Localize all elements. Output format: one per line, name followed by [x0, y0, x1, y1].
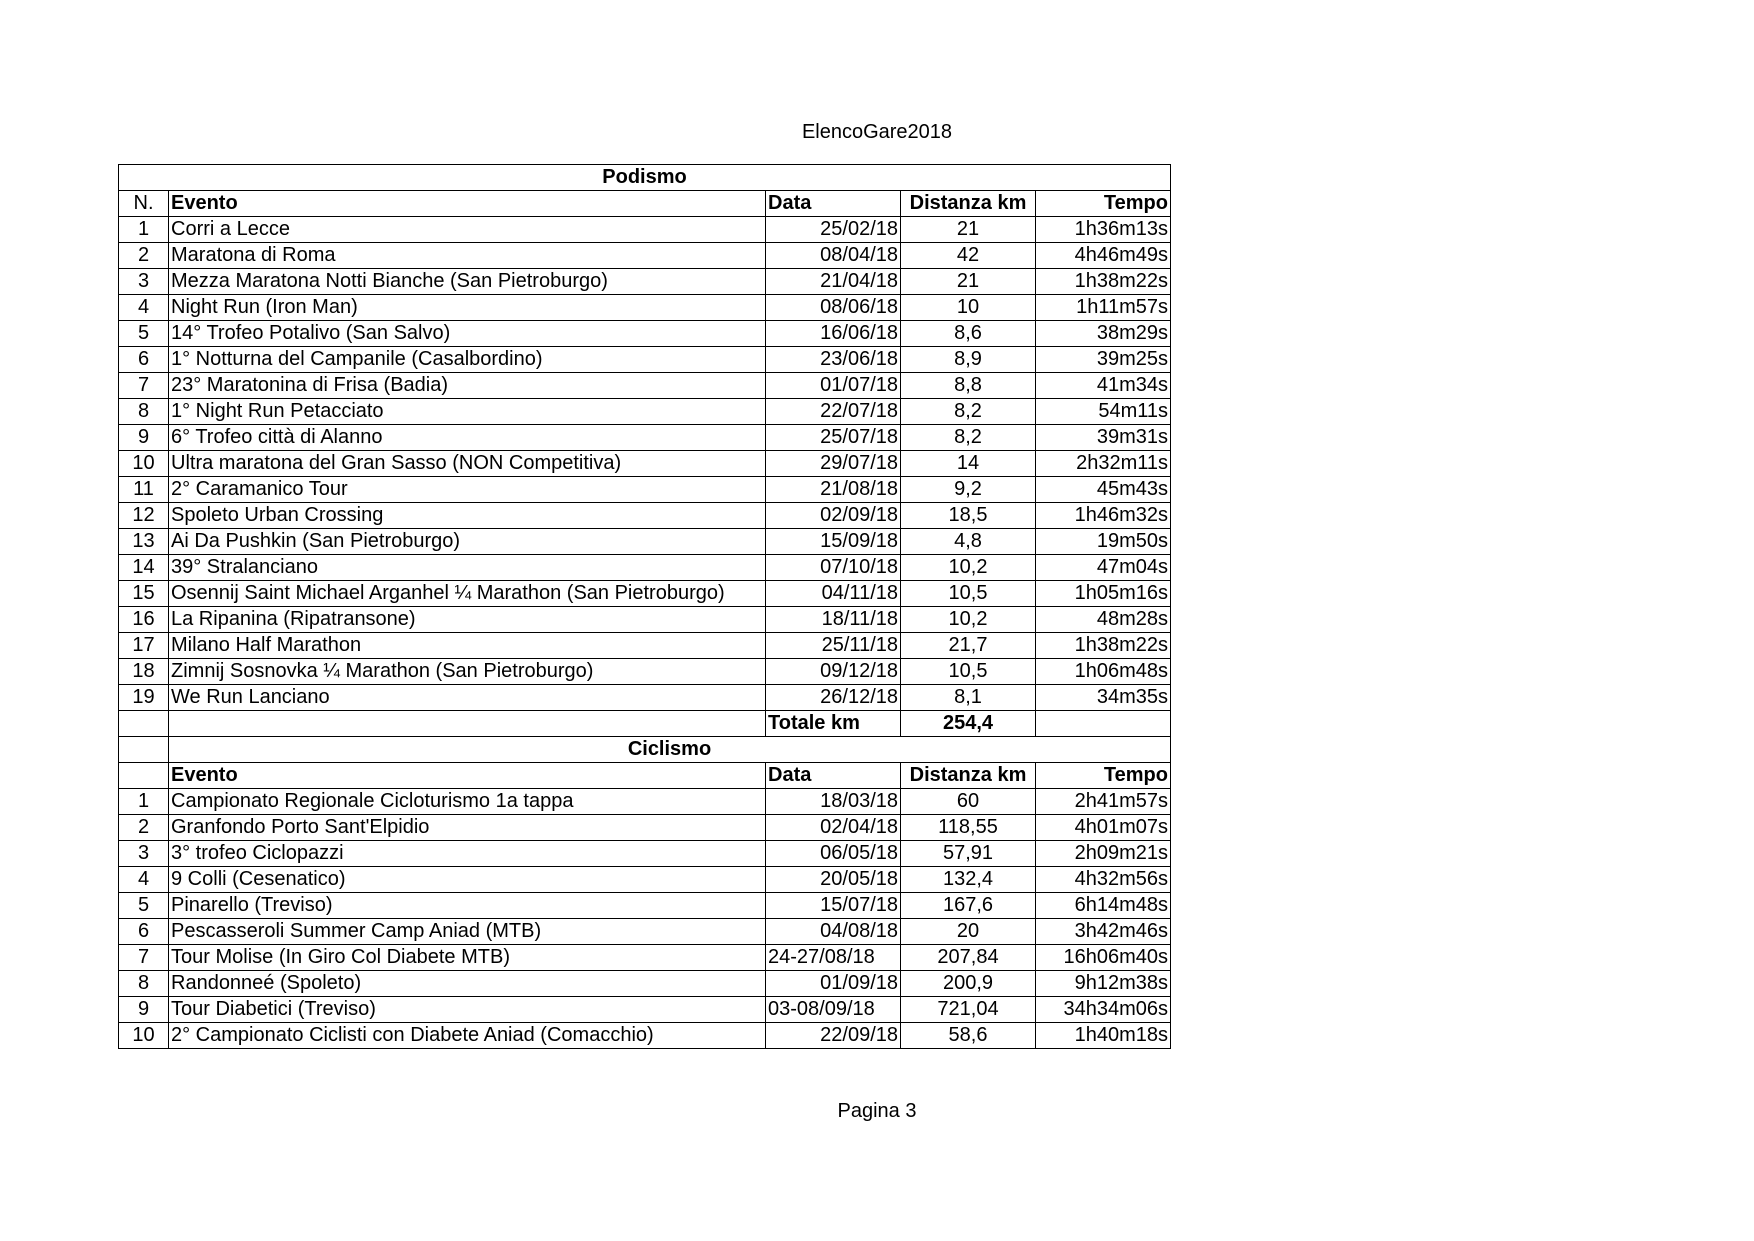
row-date: 08/06/18 — [766, 295, 901, 321]
row-date: 04/11/18 — [766, 581, 901, 607]
row-number: 4 — [119, 867, 169, 893]
row-time: 6h14m48s — [1036, 893, 1171, 919]
row-date: 29/07/18 — [766, 451, 901, 477]
row-date: 01/09/18 — [766, 971, 901, 997]
row-number: 5 — [119, 893, 169, 919]
row-event: 2° Caramanico Tour — [169, 477, 766, 503]
row-distance: 14 — [901, 451, 1036, 477]
row-distance: 167,6 — [901, 893, 1036, 919]
races-table — [118, 164, 1171, 1049]
table-row — [119, 373, 1171, 399]
row-time: 1h11m57s — [1036, 295, 1171, 321]
row-date: 25/02/18 — [766, 217, 901, 243]
header-distance: Distanza km — [901, 191, 1036, 217]
row-distance: 8,2 — [901, 425, 1036, 451]
table-row — [119, 581, 1171, 607]
podismo-section-row — [119, 165, 1171, 191]
table-row — [119, 867, 1171, 893]
table-row — [119, 893, 1171, 919]
row-time: 47m04s — [1036, 555, 1171, 581]
row-date: 07/10/18 — [766, 555, 901, 581]
table-row — [119, 841, 1171, 867]
row-date: 03-08/09/18 — [766, 997, 901, 1023]
table-row — [119, 555, 1171, 581]
page-title: ElencoGare2018 — [801, 121, 953, 143]
row-event: Randonneé (Spoleto) — [169, 971, 766, 997]
row-number: 6 — [119, 919, 169, 945]
podismo-section-title: Podismo — [119, 165, 1171, 191]
row-time: 39m31s — [1036, 425, 1171, 451]
row-time: 4h01m07s — [1036, 815, 1171, 841]
row-number: 4 — [119, 295, 169, 321]
row-date: 24-27/08/18 — [766, 945, 901, 971]
row-number: 8 — [119, 399, 169, 425]
row-time: 2h09m21s — [1036, 841, 1171, 867]
row-number: 6 — [119, 347, 169, 373]
row-number: 2 — [119, 815, 169, 841]
row-number: 1 — [119, 789, 169, 815]
row-distance: 118,55 — [901, 815, 1036, 841]
row-time: 1h38m22s — [1036, 633, 1171, 659]
ciclismo-section-empty — [119, 737, 169, 763]
row-time: 41m34s — [1036, 373, 1171, 399]
ciclismo-header-date: Data — [766, 763, 901, 789]
ciclismo-rows — [119, 789, 1171, 1049]
row-event: 14° Trofeo Potalivo (San Salvo) — [169, 321, 766, 347]
podismo-header-row — [119, 191, 1171, 217]
total-empty-num — [119, 711, 169, 737]
row-event: 39° Stralanciano — [169, 555, 766, 581]
table-row — [119, 659, 1171, 685]
table-row — [119, 919, 1171, 945]
row-number: 15 — [119, 581, 169, 607]
row-event: 23° Maratonina di Frisa (Badia) — [169, 373, 766, 399]
row-event: Maratona di Roma — [169, 243, 766, 269]
table-row — [119, 503, 1171, 529]
table-row — [119, 321, 1171, 347]
row-time: 1h38m22s — [1036, 269, 1171, 295]
row-event: Corri a Lecce — [169, 217, 766, 243]
row-number: 3 — [119, 841, 169, 867]
row-distance: 20 — [901, 919, 1036, 945]
header-num: N. — [119, 191, 169, 217]
table-row — [119, 971, 1171, 997]
row-event: Pinarello (Treviso) — [169, 893, 766, 919]
row-distance: 18,5 — [901, 503, 1036, 529]
row-distance: 8,8 — [901, 373, 1036, 399]
row-date: 20/05/18 — [766, 867, 901, 893]
row-time: 4h46m49s — [1036, 243, 1171, 269]
row-event: 6° Trofeo città di Alanno — [169, 425, 766, 451]
header-time: Tempo — [1036, 191, 1171, 217]
row-time: 45m43s — [1036, 477, 1171, 503]
row-time: 48m28s — [1036, 607, 1171, 633]
row-number: 11 — [119, 477, 169, 503]
row-event: La Ripanina (Ripatransone) — [169, 607, 766, 633]
row-distance: 21 — [901, 269, 1036, 295]
table-row — [119, 243, 1171, 269]
podismo-total-block — [119, 711, 1171, 789]
total-empty-time — [1036, 711, 1171, 737]
ciclismo-header-row — [119, 763, 1171, 789]
row-time: 54m11s — [1036, 399, 1171, 425]
row-event: Ultra maratona del Gran Sasso (NON Competitiva) — [169, 451, 766, 477]
row-date: 15/07/18 — [766, 893, 901, 919]
row-distance: 721,04 — [901, 997, 1036, 1023]
table-row — [119, 399, 1171, 425]
row-number: 1 — [119, 217, 169, 243]
row-distance: 57,91 — [901, 841, 1036, 867]
row-distance: 10,2 — [901, 555, 1036, 581]
table-row — [119, 295, 1171, 321]
row-event: Pescasseroli Summer Camp Aniad (MTB) — [169, 919, 766, 945]
row-date: 18/11/18 — [766, 607, 901, 633]
row-distance: 21 — [901, 217, 1036, 243]
table-row — [119, 685, 1171, 711]
row-date: 21/04/18 — [766, 269, 901, 295]
row-number: 16 — [119, 607, 169, 633]
row-time: 2h32m11s — [1036, 451, 1171, 477]
row-distance: 200,9 — [901, 971, 1036, 997]
row-number: 3 — [119, 269, 169, 295]
row-date: 16/06/18 — [766, 321, 901, 347]
table-row — [119, 607, 1171, 633]
ciclismo-header-distance: Distanza km — [901, 763, 1036, 789]
row-event: Tour Molise (In Giro Col Diabete MTB) — [169, 945, 766, 971]
row-time: 39m25s — [1036, 347, 1171, 373]
row-date: 02/04/18 — [766, 815, 901, 841]
row-event: 2° Campionato Ciclisti con Diabete Aniad (Comacchio) — [169, 1023, 766, 1049]
row-date: 18/03/18 — [766, 789, 901, 815]
row-time: 9h12m38s — [1036, 971, 1171, 997]
table-row — [119, 815, 1171, 841]
row-number: 14 — [119, 555, 169, 581]
row-number: 7 — [119, 945, 169, 971]
row-distance: 4,8 — [901, 529, 1036, 555]
row-event: Mezza Maratona Notti Bianche (San Pietroburgo) — [169, 269, 766, 295]
header-event: Evento — [169, 191, 766, 217]
row-date: 09/12/18 — [766, 659, 901, 685]
row-time: 2h41m57s — [1036, 789, 1171, 815]
row-number: 8 — [119, 971, 169, 997]
row-number: 2 — [119, 243, 169, 269]
row-distance: 8,1 — [901, 685, 1036, 711]
row-date: 15/09/18 — [766, 529, 901, 555]
row-event: 3° trofeo Ciclopazzi — [169, 841, 766, 867]
table-row — [119, 347, 1171, 373]
table-row — [119, 633, 1171, 659]
row-distance: 8,2 — [901, 399, 1036, 425]
table-row — [119, 217, 1171, 243]
row-date: 08/04/18 — [766, 243, 901, 269]
row-event: Granfondo Porto Sant'Elpidio — [169, 815, 766, 841]
row-event: Night Run (Iron Man) — [169, 295, 766, 321]
page-number: Pagina 3 — [837, 1100, 917, 1122]
table-row — [119, 997, 1171, 1023]
table-row — [119, 1023, 1171, 1049]
row-time: 38m29s — [1036, 321, 1171, 347]
row-number: 9 — [119, 997, 169, 1023]
row-time: 4h32m56s — [1036, 867, 1171, 893]
row-event: 9 Colli (Cesenatico) — [169, 867, 766, 893]
ciclismo-header-time: Tempo — [1036, 763, 1171, 789]
header-date: Data — [766, 191, 901, 217]
row-time: 1h06m48s — [1036, 659, 1171, 685]
row-date: 26/12/18 — [766, 685, 901, 711]
row-distance: 8,9 — [901, 347, 1036, 373]
row-distance: 58,6 — [901, 1023, 1036, 1049]
row-number: 9 — [119, 425, 169, 451]
row-distance: 42 — [901, 243, 1036, 269]
row-time: 19m50s — [1036, 529, 1171, 555]
row-number: 17 — [119, 633, 169, 659]
table-row — [119, 477, 1171, 503]
row-time: 1h36m13s — [1036, 217, 1171, 243]
row-event: We Run Lanciano — [169, 685, 766, 711]
row-number: 19 — [119, 685, 169, 711]
ciclismo-section-row — [119, 737, 1171, 763]
total-value: 254,4 — [901, 711, 1036, 737]
row-number: 18 — [119, 659, 169, 685]
row-time: 3h42m46s — [1036, 919, 1171, 945]
row-distance: 132,4 — [901, 867, 1036, 893]
total-empty-event — [169, 711, 766, 737]
row-number: 10 — [119, 1023, 169, 1049]
row-event: Campionato Regionale Cicloturismo 1a tappa — [169, 789, 766, 815]
row-date: 21/08/18 — [766, 477, 901, 503]
races-table-body — [119, 165, 1171, 217]
row-date: 01/07/18 — [766, 373, 901, 399]
row-date: 23/06/18 — [766, 347, 901, 373]
row-event: Zimnij Sosnovka ¼ Marathon (San Pietroburgo) — [169, 659, 766, 685]
row-date: 22/09/18 — [766, 1023, 901, 1049]
row-date: 04/08/18 — [766, 919, 901, 945]
row-distance: 21,7 — [901, 633, 1036, 659]
row-event: 1° Notturna del Campanile (Casalbordino) — [169, 347, 766, 373]
row-distance: 10,5 — [901, 659, 1036, 685]
row-date: 02/09/18 — [766, 503, 901, 529]
row-event: Spoleto Urban Crossing — [169, 503, 766, 529]
row-distance: 8,6 — [901, 321, 1036, 347]
row-distance: 60 — [901, 789, 1036, 815]
row-number: 12 — [119, 503, 169, 529]
ciclismo-section-title: Ciclismo — [169, 737, 1171, 763]
podismo-rows — [119, 217, 1171, 711]
row-number: 13 — [119, 529, 169, 555]
row-number: 5 — [119, 321, 169, 347]
row-date: 22/07/18 — [766, 399, 901, 425]
row-time: 34m35s — [1036, 685, 1171, 711]
row-distance: 207,84 — [901, 945, 1036, 971]
row-number: 10 — [119, 451, 169, 477]
table-row — [119, 789, 1171, 815]
row-event: Ai Da Pushkin (San Pietroburgo) — [169, 529, 766, 555]
row-number: 7 — [119, 373, 169, 399]
row-distance: 10,5 — [901, 581, 1036, 607]
row-time: 1h40m18s — [1036, 1023, 1171, 1049]
row-time: 16h06m40s — [1036, 945, 1171, 971]
table-row — [119, 269, 1171, 295]
row-event: Milano Half Marathon — [169, 633, 766, 659]
row-event: Osennij Saint Michael Arganhel ¼ Marathon (San Pietroburgo) — [169, 581, 766, 607]
podismo-total-row — [119, 711, 1171, 737]
row-date: 25/07/18 — [766, 425, 901, 451]
row-date: 25/11/18 — [766, 633, 901, 659]
table-row — [119, 451, 1171, 477]
table-row — [119, 945, 1171, 971]
row-distance: 10 — [901, 295, 1036, 321]
row-time: 34h34m06s — [1036, 997, 1171, 1023]
table-row — [119, 425, 1171, 451]
row-distance: 9,2 — [901, 477, 1036, 503]
ciclismo-header-event: Evento — [169, 763, 766, 789]
row-distance: 10,2 — [901, 607, 1036, 633]
row-date: 06/05/18 — [766, 841, 901, 867]
total-label: Totale km — [766, 711, 901, 737]
row-time: 1h46m32s — [1036, 503, 1171, 529]
row-time: 1h05m16s — [1036, 581, 1171, 607]
row-event: Tour Diabetici (Treviso) — [169, 997, 766, 1023]
ciclismo-header-num — [119, 763, 169, 789]
row-event: 1° Night Run Petacciato — [169, 399, 766, 425]
table-row — [119, 529, 1171, 555]
